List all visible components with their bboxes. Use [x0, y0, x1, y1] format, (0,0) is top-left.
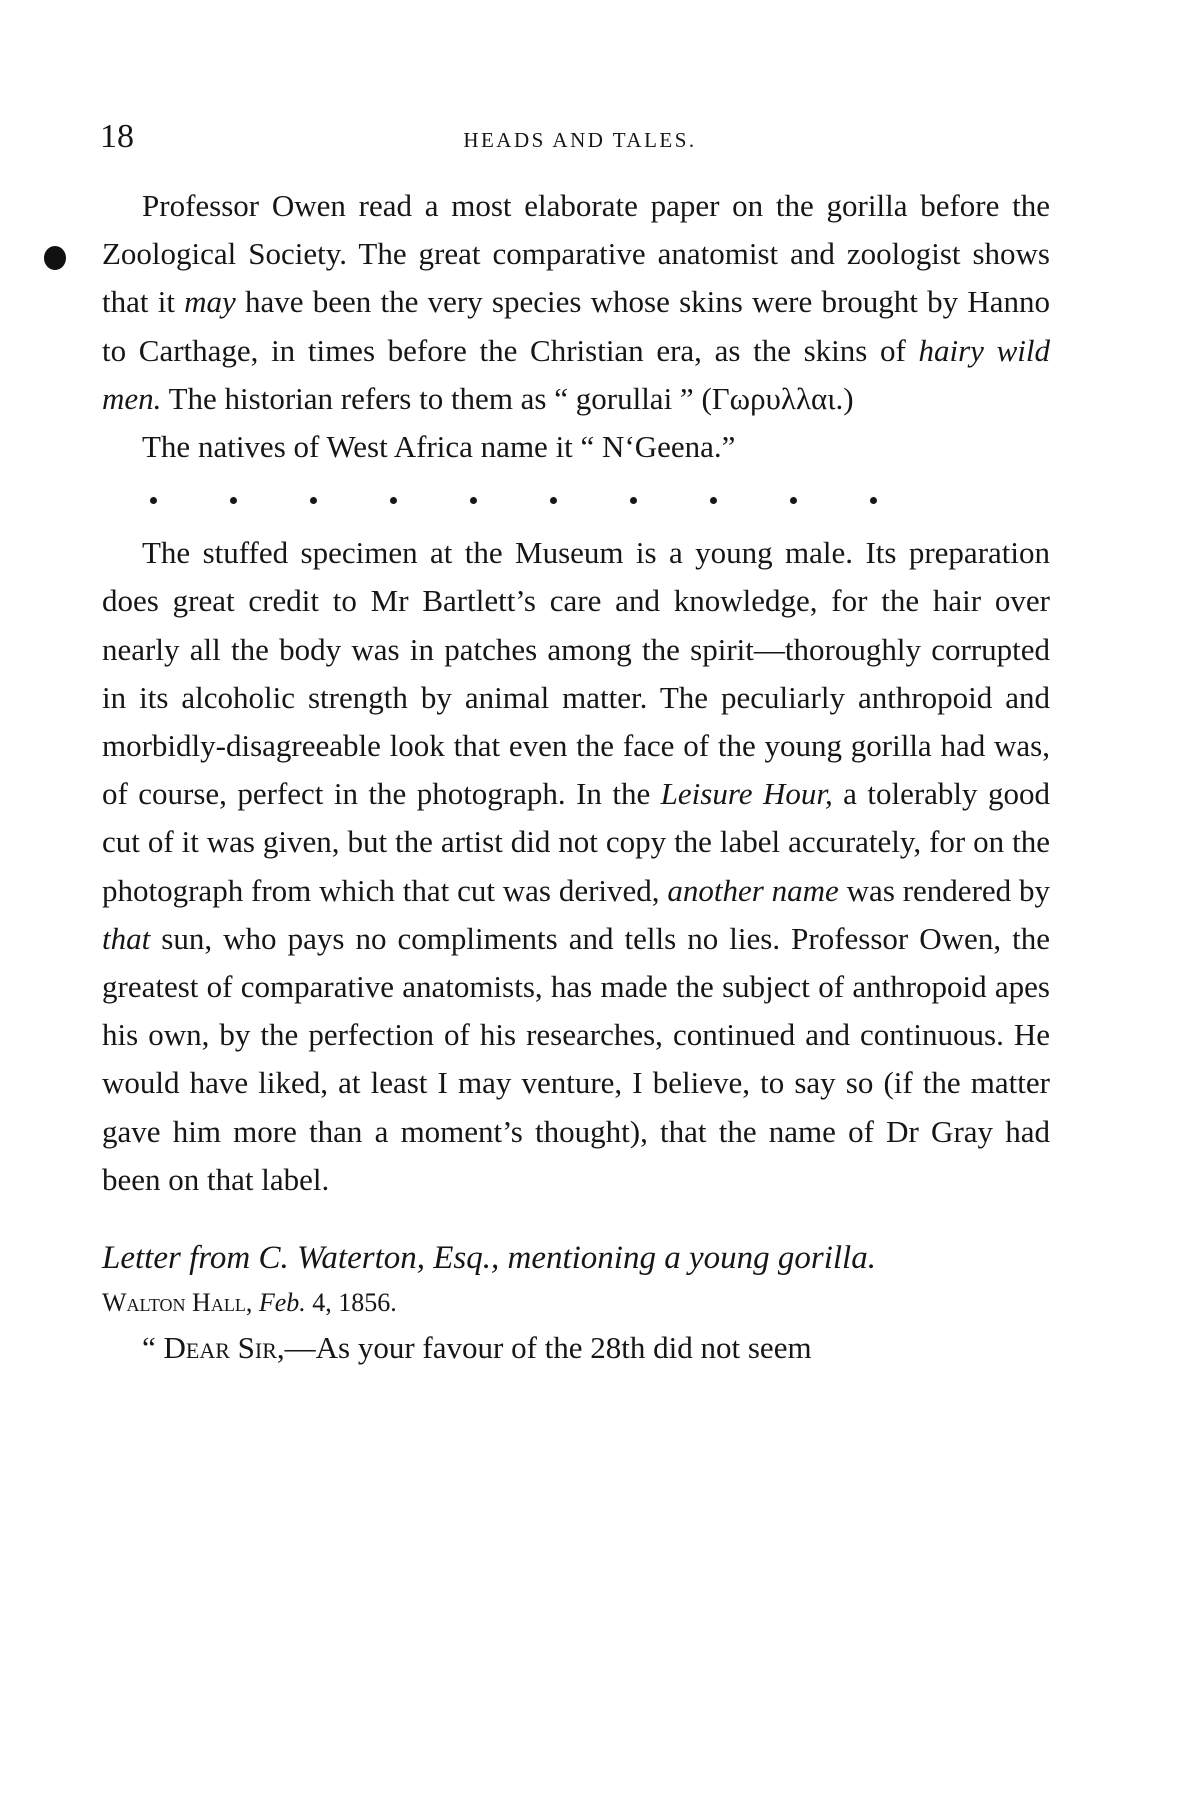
separator-dot	[630, 497, 637, 504]
emphasis-leisure-hour: Leisure Hour,	[660, 776, 833, 812]
dateline-date: 4, 1856.	[305, 1288, 397, 1318]
dateline-month: Feb.	[258, 1288, 306, 1318]
emphasis-hairy-wild-men: hairy wild men.	[102, 332, 1050, 416]
dateline-place: Walton Hall,	[102, 1288, 253, 1318]
separator-dot	[550, 497, 557, 504]
separator-dot	[710, 497, 717, 504]
separator-dot	[230, 497, 237, 504]
letter-dateline	[102, 1282, 1050, 1324]
emphasis-may: may	[184, 284, 236, 320]
ink-blot	[44, 246, 66, 270]
separator-dot	[870, 497, 877, 504]
paragraph-stuffed-specimen: The stuffed specimen at the Museum is a young male. Its preparation does great credit to Mr Bartlett’s care and knowledge, for the hair over nearly all the body was in patches among the spirit—thoroughly corrupted in its alcoholic strength by animal matter. The peculiarly anthropoid and morbidly-disagreeable look that even the face of the young gorilla had was, of course, perfect in the photograph. In the Leisure Hour, a tolerably good cut of it was given, but the artist did not copy the label accurately, for on the photograph from which that cut was derived, another name was rendered by that sun, who pays no compliments and tells no lies. Professor Owen, the greatest of comparative anatomists, has made the subject of anthropoid apes his own, by the perfection of his researches, continued and continuous. He would have liked, at least I may venture, I believe, to say so (if the matter gave him more than a moment’s thought), that the name of Dr Gray had been on that label.	[102, 535, 1050, 1197]
section-dot-separator	[102, 471, 1050, 529]
running-head: HEADS AND TALES.	[463, 128, 697, 152]
paragraph-native-name: The natives of West Africa name it “ N‘Geena.”	[142, 429, 736, 465]
letter-opening: “ Dear Sir,—As your favour of the 28th did not seem	[142, 1330, 812, 1366]
emphasis-another-name: another name	[667, 872, 839, 908]
separator-dot	[310, 497, 317, 504]
letter-salutation: Dear Sir,	[163, 1330, 285, 1366]
letter-caption: Letter from C. Waterton, Esq., mentioning a young gorilla.	[102, 1240, 876, 1277]
page-header	[100, 118, 1060, 158]
emphasis-that: that	[102, 920, 151, 956]
separator-dot	[390, 497, 397, 504]
paragraph-owen-paper: Professor Owen read a most elaborate paper on the gorilla before the Zoological Society. The great comparative anatomist and zoologist shows that it may have been the very species whose skins were brought by Hanno to Carthage, in times before the Christian era, as the skins of hairy wild men. The historian refers to them as “ gorullai ” (Γωρυλλαι.)	[102, 188, 1050, 416]
separator-dot	[470, 497, 477, 504]
separator-dot	[790, 497, 797, 504]
page-number: 18	[100, 118, 134, 155]
body-text	[102, 182, 1050, 1372]
separator-dot	[150, 497, 157, 504]
